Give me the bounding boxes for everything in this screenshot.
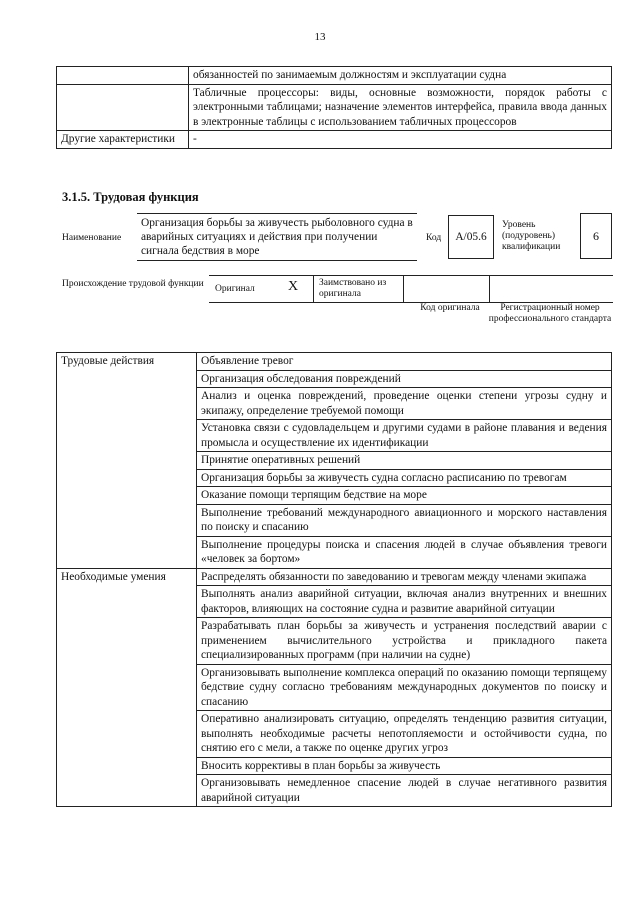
list-item: Организовывать выполнение комплекса операций по оказанию помощи терпящему бедствие судну согласно требованиям международных документов по поиску и спасанию [197,664,612,711]
row-label [57,67,189,85]
row-text: Табличные процессоры: виды, основные возможности, порядок работы с электронными таблицами; назначение элементов интерфейса, правила ввода данных в электронные таблицы с использованием табличных процессоров [189,84,612,131]
code-label: Код [426,233,442,243]
table-row [57,67,612,85]
qualification-level-value: 6 [580,213,612,259]
list-item: Вносить коррективы в план борьбы за живучесть [197,757,612,775]
function-name-box [137,213,417,261]
list-item: Оказание помощи терпящим бедствие на море [197,487,612,505]
list-item: Выполнять анализ аварийной ситуации, включая анализ внутренних и внешних факторов, влияющих на состояние судна и развитие аварийной ситуации [197,586,612,618]
section-title: Необходимые умения [57,568,197,807]
list-item: Организация борьбы за живучесть судна согласно расписанию по тревогам [197,469,612,487]
original-code-caption: Код оригинала [420,303,480,313]
table-row [57,568,612,586]
borrowed-label: Заимствовано из оригинала [319,278,387,299]
list-item: Организовывать немедленное спасение людей в случае негативного развития аварийной ситуации [197,775,612,807]
origin-row [209,275,613,303]
code-value: A/05.6 [448,215,494,259]
original-label: Оригинал [215,284,255,294]
list-item: Выполнение процедуры поиска и спасения людей в случае объявления тревоги «человек за бортом» [197,536,612,568]
qualification-level-label: Уровень (подуровень) квалификации [502,220,561,252]
top-continuation-table [56,66,612,149]
page-number: 13 [314,31,326,43]
list-item: Разрабатывать план борьбы за живучесть и устранения последствий аварии с применением вычислительного устройства и прикладного пакета специализированных программ (при наличии на судне) [197,618,612,665]
registration-number-cell [489,276,613,302]
table-row [57,131,612,149]
original-code-cell [403,276,490,302]
section-title: Трудовые действия [57,353,197,569]
list-item: Анализ и оценка повреждений, проведение оценки степени угрозы судну и экипажу, определение требуемой помощи [197,388,612,420]
list-item: Установка связи с судовладельцем и другими судами в районе плавания и ведения промысла и осуществление их идентификации [197,420,612,452]
origin-label: Происхождение трудовой функции [62,279,204,289]
registration-number-caption: Регистрационный номер профессионального стандарта [488,303,612,324]
original-cell [209,276,314,302]
function-name-value: Организация борьбы за живучесть рыболовного судна в аварийных ситуациях и действия при получении сигнала бедствия в море [141,217,413,257]
list-item: Объявление тревог [197,353,612,371]
row-label: Другие характеристики [57,131,189,149]
list-item: Оперативно анализировать ситуацию, определять тенденцию развития ситуации, выполнять необходимые расчеты непотопляемости и остойчивости судна, по снятию его с мели, а также по оценке других угроз [197,711,612,758]
list-item: Принятие оперативных решений [197,452,612,470]
original-mark: X [288,279,299,294]
borrowed-cell [313,276,404,302]
table-row [57,84,612,131]
section-heading: 3.1.5. Трудовая функция [62,190,199,204]
row-text: обязанностей по занимаемым должностям и эксплуатации судна [189,67,612,85]
function-details-table [56,352,612,807]
table-row [57,353,612,371]
list-item: Выполнение требований международного авиационного и морского наставления по поиску и спасанию [197,504,612,536]
row-text: - [189,131,612,149]
row-label [57,84,189,131]
name-label: Наименование [62,233,122,243]
list-item: Организация обследования повреждений [197,370,612,388]
list-item: Распределять обязанности по заведованию и тревогам между членами экипажа [197,568,612,586]
